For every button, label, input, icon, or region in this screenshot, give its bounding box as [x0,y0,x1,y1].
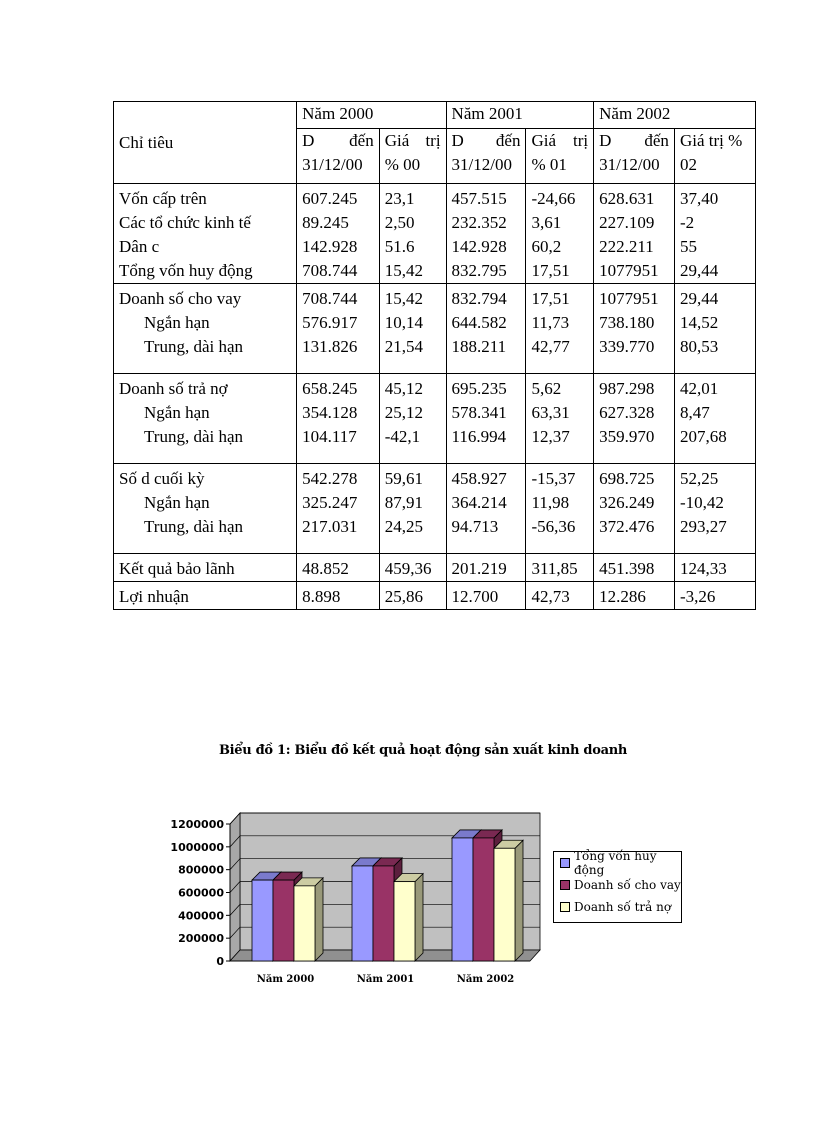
cell-value: 628.631 [594,184,675,212]
legend-swatch [560,880,570,890]
cell-value: 25,12 [379,401,446,425]
cell-value: -56,36 [526,515,594,554]
table-row [114,284,756,312]
cell-value: 45,12 [379,374,446,402]
cell-value: 457.515 [446,184,526,212]
cell-value: 578.341 [446,401,526,425]
cell-value: 458.927 [446,464,526,492]
row-label: Doanh số cho vay [114,284,297,312]
subheader-date-line2: 31/12/00 [594,153,675,184]
subheader-date: D đến [594,129,675,154]
cell-value: 23,1 [379,184,446,212]
header-chi-tieu: Chỉ tiêu [114,102,297,184]
cell-value: 14,52 [674,311,755,335]
subheader-date: D đến [446,129,526,154]
cell-value: -42,1 [379,425,446,464]
x-tick-label: Năm 2000 [256,974,315,985]
cell-value: 51.6 [379,235,446,259]
cell-value: 12,37 [526,425,594,464]
cell-value: 695.235 [446,374,526,402]
cell-value: 708.744 [297,284,380,312]
cell-value: 42,77 [526,335,594,374]
cell-value: 42,01 [674,374,755,402]
cell-value: 339.770 [594,335,675,374]
cell-value: 627.328 [594,401,675,425]
cell-value: 10,14 [379,311,446,335]
cell-value: -2 [674,211,755,235]
x-tick-label: Năm 2001 [356,974,415,985]
subheader-value: Giá trị [379,129,446,154]
legend-item [554,896,681,918]
cell-value: 142.928 [446,235,526,259]
cell-value: 12.286 [594,582,675,610]
cell-value: 232.352 [446,211,526,235]
table-row [114,184,756,212]
table-row [114,582,756,610]
cell-value: 542.278 [297,464,380,492]
bar [373,866,394,961]
legend-label: Doanh số trả nợ [574,900,672,914]
legend-label: Tổng vốn huy động [574,849,657,877]
cell-value: 207,68 [674,425,755,464]
cell-value: 94.713 [446,515,526,554]
table-row [114,311,756,335]
cell-value: 2,50 [379,211,446,235]
cell-value: 227.109 [594,211,675,235]
cell-value: 698.725 [594,464,675,492]
y-tick-label: 200000 [178,932,224,946]
cell-value: 89.245 [297,211,380,235]
results-table [113,101,756,610]
subheader-value-line2: % 01 [526,153,594,184]
y-tick-label: 400000 [178,909,224,923]
cell-value: 12.700 [446,582,526,610]
cell-value: 37,40 [674,184,755,212]
row-label: Ngắn hạn [114,491,297,515]
bar [452,838,473,961]
chart-title: Biểu đồ 1: Biểu đồ kết quả hoạt động sản xuất kinh doanh [218,743,628,758]
cell-value: 124,33 [674,554,755,582]
cell-value: 59,61 [379,464,446,492]
bar-side [515,840,523,961]
cell-value: 3,61 [526,211,594,235]
bar [394,882,415,961]
row-label: Kết quả bảo lãnh [114,554,297,582]
row-label: Dân c [114,235,297,259]
cell-value: 987.298 [594,374,675,402]
header-year-2001: Năm 2001 [446,102,594,129]
row-label: Lợi nhuận [114,582,297,610]
table-row [114,401,756,425]
bar-side [415,874,423,961]
cell-value: -24,66 [526,184,594,212]
cell-value: 451.398 [594,554,675,582]
bar [494,848,515,961]
table-row [114,259,756,284]
cell-value: 63,31 [526,401,594,425]
x-tick-label: Năm 2002 [456,974,515,985]
cell-value: 188.211 [446,335,526,374]
cell-value: 55 [674,235,755,259]
cell-value: 25,86 [379,582,446,610]
cell-value: -15,37 [526,464,594,492]
cell-value: 87,91 [379,491,446,515]
cell-value: 311,85 [526,554,594,582]
cell-value: 222.211 [594,235,675,259]
cell-value: 8.898 [297,582,380,610]
subheader-value: Giá trị [526,129,594,154]
cell-value: -3,26 [674,582,755,610]
table-row [114,335,756,374]
cell-value: 60,2 [526,235,594,259]
legend-item [554,849,681,877]
cell-value: 11,73 [526,311,594,335]
cell-value: 48.852 [297,554,380,582]
bar-side [315,878,323,961]
cell-value: 52,25 [674,464,755,492]
y-tick-label: 600000 [178,886,224,900]
cell-value: 326.249 [594,491,675,515]
cell-value: 17,51 [526,284,594,312]
header-year-2000: Năm 2000 [297,102,446,129]
cell-value: 21,54 [379,335,446,374]
cell-value: 17,51 [526,259,594,284]
cell-value: 11,98 [526,491,594,515]
chart-legend [553,851,682,923]
cell-value: 459,36 [379,554,446,582]
cell-value: 131.826 [297,335,380,374]
cell-value: 8,47 [674,401,755,425]
cell-value: 325.247 [297,491,380,515]
y-tick-label: 800000 [178,863,224,877]
cell-value: 80,53 [674,335,755,374]
row-label: Số d cuối kỳ [114,464,297,492]
cell-value: 658.245 [297,374,380,402]
cell-value: 29,44 [674,284,755,312]
legend-swatch [560,858,570,868]
cell-value: 708.744 [297,259,380,284]
cell-value: 15,42 [379,284,446,312]
row-label: Ngắn hạn [114,401,297,425]
table-row [114,211,756,235]
bar [473,838,494,961]
cell-value: -10,42 [674,491,755,515]
cell-value: 738.180 [594,311,675,335]
legend-swatch [560,902,570,912]
cell-value: 607.245 [297,184,380,212]
header-year-2002: Năm 2002 [594,102,756,129]
table-body [114,184,756,610]
row-label: Trung, dài hạn [114,335,297,374]
cell-value: 142.928 [297,235,380,259]
table-row [114,554,756,582]
table-row [114,491,756,515]
subheader-value: Giá trị % [674,129,755,154]
y-tick-label: 1000000 [170,840,224,854]
cell-value: 104.117 [297,425,380,464]
table-row [114,515,756,554]
cell-value: 217.031 [297,515,380,554]
table-row [114,464,756,492]
row-label: Ngắn hạn [114,311,297,335]
bar [352,866,373,961]
cell-value: 1077951 [594,284,675,312]
cell-value: 372.476 [594,515,675,554]
legend-item [554,874,681,896]
cell-value: 29,44 [674,259,755,284]
cell-value: 15,42 [379,259,446,284]
row-label: Trung, dài hạn [114,515,297,554]
cell-value: 5,62 [526,374,594,402]
subheader-value-line2: % 00 [379,153,446,184]
cell-value: 644.582 [446,311,526,335]
row-label: Vốn cấp trên [114,184,297,212]
table-row [114,235,756,259]
bar-chart [150,780,570,995]
cell-value: 832.795 [446,259,526,284]
cell-value: 359.970 [594,425,675,464]
subheader-value-line2: 02 [674,153,755,184]
subheader-date-line2: 31/12/00 [297,153,380,184]
cell-value: 24,25 [379,515,446,554]
row-label: Tổng vốn huy động [114,259,297,284]
bar [294,886,315,961]
cell-value: 42,73 [526,582,594,610]
cell-value: 354.128 [297,401,380,425]
table-row [114,374,756,402]
cell-value: 293,27 [674,515,755,554]
cell-value: 364.214 [446,491,526,515]
subheader-date: D đến [297,129,380,154]
cell-value: 832.794 [446,284,526,312]
row-label: Trung, dài hạn [114,425,297,464]
legend-label: Doanh số cho vay [574,878,681,892]
cell-value: 201.219 [446,554,526,582]
row-label: Các tổ chức kinh tế [114,211,297,235]
cell-value: 576.917 [297,311,380,335]
bar [273,880,294,961]
y-tick-label: 1200000 [170,818,224,831]
subheader-date-line2: 31/12/00 [446,153,526,184]
bar [252,880,273,961]
row-label: Doanh số trả nợ [114,374,297,402]
cell-value: 1077951 [594,259,675,284]
cell-value: 116.994 [446,425,526,464]
table-row [114,425,756,464]
y-tick-label: 0 [216,955,224,968]
